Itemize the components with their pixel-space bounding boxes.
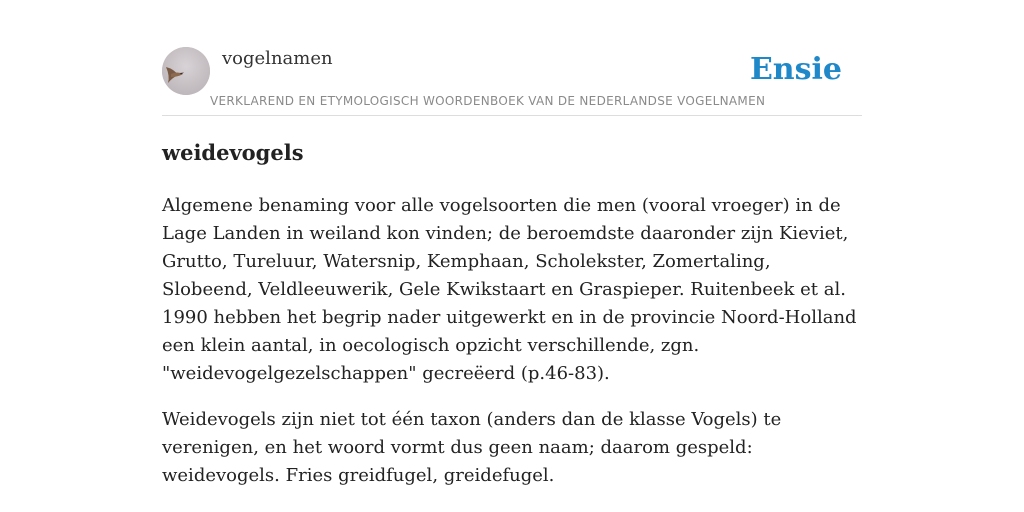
entry-body [162,192,862,508]
dictionary-name[interactable]: vogelnamen [222,48,333,69]
dictionary-subtitle: VERKLAREND EN ETYMOLOGISCH WOORDENBOEK VAN DE NEDERLANDSE VOGELNAMEN [210,94,766,108]
brand-logo[interactable]: Ensie [749,52,842,87]
entry-paragraph: Weidevogels zijn niet tot één taxon (anders dan de klasse Vogels) te verenigen, en het woord vormt dus geen naam; daarom gespeld: weidevogels. Fries greidfugel, greidefugel. [162,409,782,486]
entry-paragraph: Algemene benaming voor alle vogelsoorten die men (vooral vroeger) in de Lage Landen in weiland kon vinden; de beroemdste daaronder zijn Kieviet, Grutto, Tureluur, Watersnip, Kemphaan, Scholekster, Zomertaling, Slobeend, Veldleeuwerik, Gele Kwikstaart en Graspieper. Ruitenbeek et al. 1990 hebben het begrip nader uitgewerkt en in de provincie Noord-Holland een klein aantal, in oecologisch opzicht verschillende, zgn. "weidevogelgezelschappen" gecreëerd (p.46-83). [162,195,857,384]
bird-photo-graphic [162,47,210,95]
bird-photo-icon[interactable] [162,47,210,95]
dictionary-header [162,44,862,116]
entry-title: weidevogels [162,140,304,165]
